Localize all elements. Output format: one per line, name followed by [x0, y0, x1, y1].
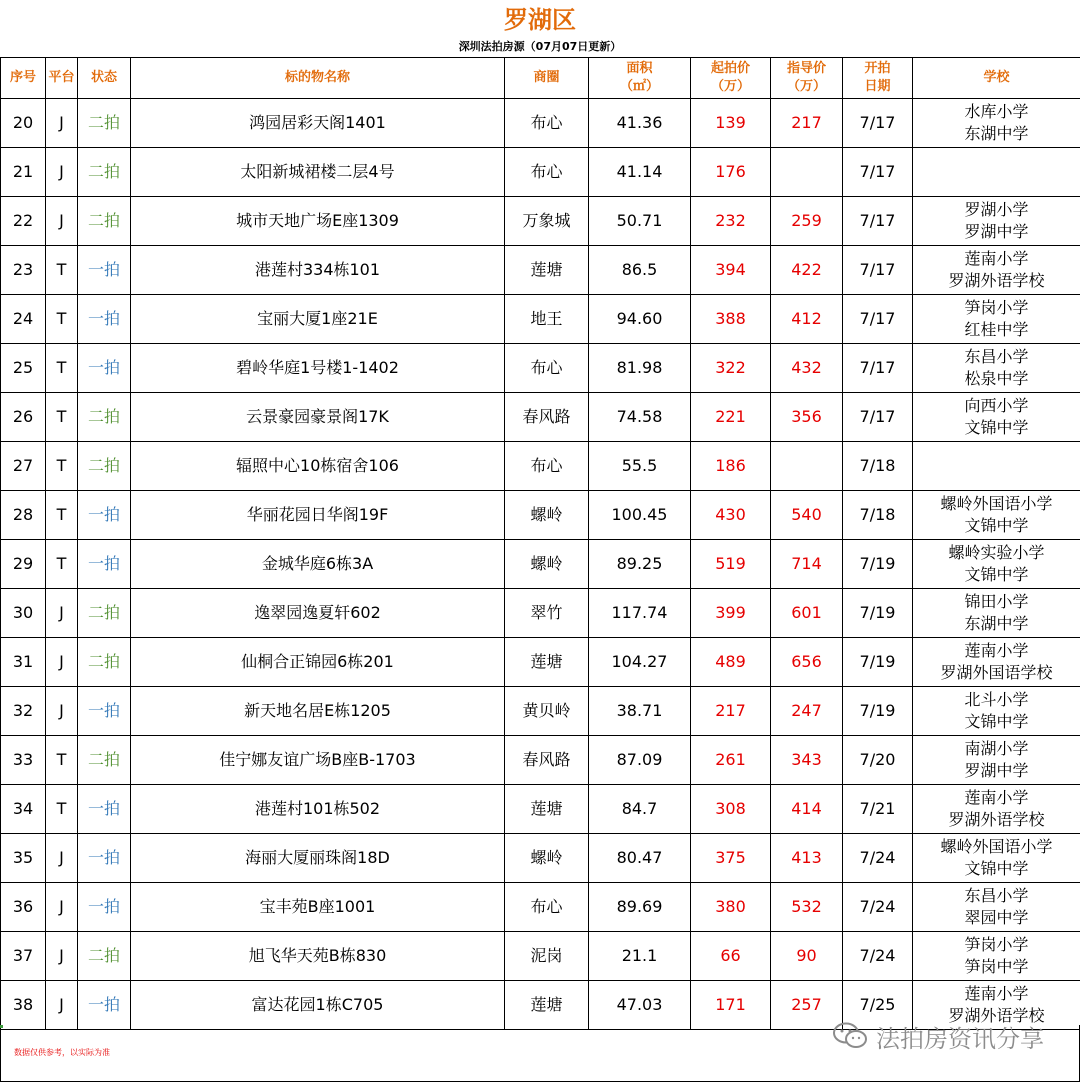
- cell-school: [913, 736, 1080, 785]
- cell-start-price: 221: [691, 393, 771, 442]
- cell-size: 86.5: [589, 246, 691, 295]
- cell-start-price: 176: [691, 148, 771, 197]
- cell-status: 二拍: [78, 393, 131, 442]
- cell-guide-price: [771, 442, 843, 491]
- cell-guide-price: 601: [771, 589, 843, 638]
- cell-guide-price: 422: [771, 246, 843, 295]
- cell-platform: J: [46, 148, 78, 197]
- cell-school: [913, 393, 1080, 442]
- cell-date: 7/17: [843, 393, 913, 442]
- cell-school: [913, 246, 1080, 295]
- secondary-school: 罗湖外语学校: [948, 810, 1045, 829]
- cell-zone: 布心: [505, 99, 589, 148]
- cell-school: [913, 785, 1080, 834]
- secondary-school: 罗湖中学: [964, 222, 1029, 241]
- cell-zone: 螺岭: [505, 540, 589, 589]
- cell-date: 7/19: [843, 687, 913, 736]
- cell-start-price: 186: [691, 442, 771, 491]
- cell-name: 鸿园居彩天阁1401: [131, 99, 505, 148]
- cell-platform: T: [46, 442, 78, 491]
- table-row: [1, 344, 1080, 393]
- cell-no: 31: [1, 638, 46, 687]
- cell-school: [913, 834, 1080, 883]
- cell-name: 辐照中心10栋宿舍106: [131, 442, 505, 491]
- cell-guide-price: 257: [771, 981, 843, 1030]
- cell-zone: 布心: [505, 883, 589, 932]
- cell-status: 一拍: [78, 981, 131, 1030]
- cell-size: 41.36: [589, 99, 691, 148]
- watermark: [832, 1016, 1044, 1056]
- col-header-size-line2: （㎡）: [619, 79, 659, 94]
- secondary-school: 文锦中学: [964, 418, 1029, 437]
- table-row: [1, 736, 1080, 785]
- cell-guide-price: 413: [771, 834, 843, 883]
- col-header-start-line2: （万）: [710, 79, 750, 94]
- cell-size: 80.47: [589, 834, 691, 883]
- cell-start-price: 308: [691, 785, 771, 834]
- cell-school: [913, 295, 1080, 344]
- cell-status: 二拍: [78, 589, 131, 638]
- cell-size: 81.98: [589, 344, 691, 393]
- cell-zone: 螺岭: [505, 491, 589, 540]
- cell-name: 逸翠园逸夏轩602: [131, 589, 505, 638]
- cell-no: 32: [1, 687, 46, 736]
- cell-start-price: 380: [691, 883, 771, 932]
- cell-status: 二拍: [78, 638, 131, 687]
- wechat-logo-icon: [832, 1022, 868, 1050]
- cell-zone: 莲塘: [505, 785, 589, 834]
- col-header-zone: 商圈: [505, 58, 589, 99]
- cell-no: 29: [1, 540, 46, 589]
- cell-platform: J: [46, 197, 78, 246]
- cell-size: 50.71: [589, 197, 691, 246]
- cell-name: 宝丽大厦1座21E: [131, 295, 505, 344]
- cell-school: [913, 491, 1080, 540]
- cell-size: 94.60: [589, 295, 691, 344]
- cell-date: 7/19: [843, 540, 913, 589]
- cell-guide-price: 414: [771, 785, 843, 834]
- primary-school: 水库小学: [964, 102, 1029, 121]
- cell-platform: T: [46, 393, 78, 442]
- cell-school: [913, 932, 1080, 981]
- primary-school: 锦田小学: [964, 592, 1029, 611]
- cell-no: 35: [1, 834, 46, 883]
- cell-platform: T: [46, 785, 78, 834]
- cell-status: 二拍: [78, 442, 131, 491]
- cell-size: 117.74: [589, 589, 691, 638]
- secondary-school: 笋岗中学: [964, 957, 1029, 976]
- primary-school: 莲南小学: [964, 984, 1029, 1003]
- page-subtitle: 深圳法拍房源（07月07日更新）: [458, 40, 622, 53]
- table-row: [1, 246, 1080, 295]
- cell-name: 城市天地广场E座1309: [131, 197, 505, 246]
- secondary-school: 文锦中学: [964, 712, 1029, 731]
- cell-date: 7/25: [843, 981, 913, 1030]
- cell-zone: 地王: [505, 295, 589, 344]
- cell-platform: T: [46, 540, 78, 589]
- secondary-school: 罗湖外国语学校: [940, 663, 1053, 682]
- cell-guide-price: 247: [771, 687, 843, 736]
- cell-school: [913, 687, 1080, 736]
- primary-school: 东昌小学: [964, 347, 1029, 366]
- page-title: 罗湖区: [504, 6, 576, 34]
- col-header-date: [843, 58, 913, 99]
- cell-guide-price: 412: [771, 295, 843, 344]
- cell-status: 一拍: [78, 785, 131, 834]
- primary-school: 莲南小学: [964, 249, 1029, 268]
- col-header-size-line1: 面积: [626, 61, 653, 76]
- col-header-no: 序号: [1, 58, 46, 99]
- cell-date: 7/24: [843, 932, 913, 981]
- primary-school: 螺岭外国语小学: [940, 494, 1053, 513]
- secondary-school: 文锦中学: [964, 516, 1029, 535]
- cell-start-price: 322: [691, 344, 771, 393]
- cell-platform: J: [46, 589, 78, 638]
- table-body: [1, 99, 1080, 1030]
- col-header-guide-price: [771, 58, 843, 99]
- primary-school: 南湖小学: [964, 739, 1029, 758]
- cell-status: 二拍: [78, 99, 131, 148]
- col-header-guide-line1: 指导价: [786, 61, 826, 76]
- cell-no: 22: [1, 197, 46, 246]
- cell-size: 55.5: [589, 442, 691, 491]
- cell-date: 7/21: [843, 785, 913, 834]
- cell-date: 7/17: [843, 246, 913, 295]
- col-header-platform: 平台: [46, 58, 78, 99]
- cell-status: 二拍: [78, 932, 131, 981]
- cell-start-price: 388: [691, 295, 771, 344]
- cell-date: 7/24: [843, 834, 913, 883]
- primary-school: 向西小学: [964, 396, 1029, 415]
- cell-zone: 翠竹: [505, 589, 589, 638]
- cell-no: 34: [1, 785, 46, 834]
- secondary-school: 罗湖外语学校: [948, 1006, 1045, 1025]
- footer-note: 数据仅供参考，以实际为准: [14, 1048, 110, 1057]
- cell-platform: J: [46, 981, 78, 1030]
- cell-size: 21.1: [589, 932, 691, 981]
- secondary-school: 松泉中学: [964, 369, 1029, 388]
- table-row: [1, 393, 1080, 442]
- cell-status: 一拍: [78, 540, 131, 589]
- cell-size: 38.71: [589, 687, 691, 736]
- cell-no: 37: [1, 932, 46, 981]
- secondary-school: 翠园中学: [964, 908, 1029, 927]
- cell-platform: T: [46, 344, 78, 393]
- cell-start-price: 399: [691, 589, 771, 638]
- cell-zone: 春风路: [505, 393, 589, 442]
- cell-guide-price: 540: [771, 491, 843, 540]
- cell-status: 一拍: [78, 246, 131, 295]
- secondary-school: 文锦中学: [964, 565, 1029, 584]
- cell-platform: J: [46, 883, 78, 932]
- cell-date: 7/18: [843, 442, 913, 491]
- secondary-school: 文锦中学: [964, 859, 1029, 878]
- listings-table: [0, 57, 1080, 1030]
- cell-start-price: 430: [691, 491, 771, 540]
- cell-name: 佳宁娜友谊广场B座B-1703: [131, 736, 505, 785]
- cell-date: 7/20: [843, 736, 913, 785]
- cell-school: [913, 148, 1080, 197]
- cell-status: 一拍: [78, 295, 131, 344]
- secondary-school: 东湖中学: [964, 614, 1029, 633]
- cell-start-price: 217: [691, 687, 771, 736]
- cell-school: [913, 197, 1080, 246]
- cell-name: 新天地名居E栋1205: [131, 687, 505, 736]
- cell-start-price: 375: [691, 834, 771, 883]
- cell-guide-price: 343: [771, 736, 843, 785]
- primary-school: 螺岭实验小学: [948, 543, 1045, 562]
- table-row: [1, 99, 1080, 148]
- cell-guide-price: 259: [771, 197, 843, 246]
- table-row: [1, 491, 1080, 540]
- cell-date: 7/18: [843, 491, 913, 540]
- cell-no: 33: [1, 736, 46, 785]
- cell-size: 87.09: [589, 736, 691, 785]
- table-row: [1, 932, 1080, 981]
- cell-guide-price: 356: [771, 393, 843, 442]
- cell-no: 30: [1, 589, 46, 638]
- cell-school: [913, 540, 1080, 589]
- cell-date: 7/19: [843, 638, 913, 687]
- cell-name: 云景豪园豪景阁17K: [131, 393, 505, 442]
- cell-platform: T: [46, 295, 78, 344]
- cell-name: 港莲村101栋502: [131, 785, 505, 834]
- cell-zone: 黄贝岭: [505, 687, 589, 736]
- cell-zone: 螺岭: [505, 834, 589, 883]
- cell-status: 一拍: [78, 491, 131, 540]
- secondary-school: 罗湖中学: [964, 761, 1029, 780]
- cell-size: 89.69: [589, 883, 691, 932]
- col-header-name: 标的物名称: [131, 58, 505, 99]
- primary-school: 东昌小学: [964, 886, 1029, 905]
- table-row: [1, 442, 1080, 491]
- table-row: [1, 638, 1080, 687]
- table-row: [1, 148, 1080, 197]
- cell-zone: 布心: [505, 344, 589, 393]
- primary-school: 笋岗小学: [964, 935, 1029, 954]
- cell-platform: T: [46, 736, 78, 785]
- col-header-date-line2: 日期: [864, 79, 891, 94]
- primary-school: 莲南小学: [964, 788, 1029, 807]
- cell-name: 宝丰苑B座1001: [131, 883, 505, 932]
- table-row: [1, 834, 1080, 883]
- table-row: [1, 295, 1080, 344]
- cell-platform: T: [46, 246, 78, 295]
- cell-school: [913, 638, 1080, 687]
- cell-status: 一拍: [78, 687, 131, 736]
- cell-no: 38: [1, 981, 46, 1030]
- cell-size: 41.14: [589, 148, 691, 197]
- cell-start-price: 232: [691, 197, 771, 246]
- cell-name: 海丽大厦丽珠阁18D: [131, 834, 505, 883]
- cell-zone: 莲塘: [505, 638, 589, 687]
- cell-date: 7/17: [843, 295, 913, 344]
- cell-name: 华丽花园日华阁19F: [131, 491, 505, 540]
- primary-school: 螺岭外国语小学: [940, 837, 1053, 856]
- col-header-school: 学校: [913, 58, 1080, 99]
- primary-school: 罗湖小学: [964, 200, 1029, 219]
- cell-start-price: 394: [691, 246, 771, 295]
- cell-status: 二拍: [78, 197, 131, 246]
- col-header-start-line1: 起拍价: [710, 61, 750, 76]
- cell-start-price: 66: [691, 932, 771, 981]
- cell-date: 7/19: [843, 589, 913, 638]
- cell-zone: 布心: [505, 148, 589, 197]
- cell-size: 74.58: [589, 393, 691, 442]
- secondary-school: 红桂中学: [964, 320, 1029, 339]
- cell-name: 旭飞华天苑B栋830: [131, 932, 505, 981]
- cell-name: 金城华庭6栋3A: [131, 540, 505, 589]
- cell-start-price: 489: [691, 638, 771, 687]
- cell-school: [913, 442, 1080, 491]
- cell-guide-price: 217: [771, 99, 843, 148]
- cell-start-price: 519: [691, 540, 771, 589]
- cell-size: 100.45: [589, 491, 691, 540]
- table-row: [1, 589, 1080, 638]
- table-row: [1, 785, 1080, 834]
- cell-no: 21: [1, 148, 46, 197]
- cell-zone: 莲塘: [505, 981, 589, 1030]
- cell-date: 7/17: [843, 148, 913, 197]
- corner-mark: [0, 1025, 3, 1028]
- secondary-school: 罗湖外语学校: [948, 271, 1045, 290]
- cell-no: 27: [1, 442, 46, 491]
- cell-school: [913, 344, 1080, 393]
- cell-status: 一拍: [78, 883, 131, 932]
- cell-platform: J: [46, 687, 78, 736]
- table-row: [1, 687, 1080, 736]
- cell-guide-price: 532: [771, 883, 843, 932]
- cell-school: [913, 99, 1080, 148]
- cell-guide-price: 656: [771, 638, 843, 687]
- cell-date: 7/24: [843, 883, 913, 932]
- primary-school: 笋岗小学: [964, 298, 1029, 317]
- cell-platform: T: [46, 491, 78, 540]
- cell-platform: J: [46, 834, 78, 883]
- table-row: [1, 883, 1080, 932]
- col-header-date-line1: 开拍: [864, 61, 891, 76]
- cell-name: 港莲村334栋101: [131, 246, 505, 295]
- cell-size: 84.7: [589, 785, 691, 834]
- cell-name: 碧岭华庭1号楼1-1402: [131, 344, 505, 393]
- primary-school: 北斗小学: [964, 690, 1029, 709]
- cell-guide-price: 714: [771, 540, 843, 589]
- cell-date: 7/17: [843, 344, 913, 393]
- cell-status: 一拍: [78, 344, 131, 393]
- cell-size: 104.27: [589, 638, 691, 687]
- cell-size: 89.25: [589, 540, 691, 589]
- cell-start-price: 261: [691, 736, 771, 785]
- cell-no: 36: [1, 883, 46, 932]
- cell-no: 23: [1, 246, 46, 295]
- cell-guide-price: 90: [771, 932, 843, 981]
- watermark-text: 法拍房资讯分享: [876, 1024, 1044, 1053]
- cell-no: 28: [1, 491, 46, 540]
- table-row: [1, 540, 1080, 589]
- cell-platform: J: [46, 638, 78, 687]
- col-header-guide-line2: （万）: [786, 79, 826, 94]
- col-header-size: [589, 58, 691, 99]
- cell-name: 太阳新城裙楼二层4号: [131, 148, 505, 197]
- cell-school: [913, 883, 1080, 932]
- primary-school: 莲南小学: [964, 641, 1029, 660]
- cell-zone: 万象城: [505, 197, 589, 246]
- cell-zone: 莲塘: [505, 246, 589, 295]
- cell-no: 26: [1, 393, 46, 442]
- cell-no: 25: [1, 344, 46, 393]
- cell-start-price: 171: [691, 981, 771, 1030]
- cell-no: 24: [1, 295, 46, 344]
- cell-zone: 泥岗: [505, 932, 589, 981]
- cell-date: 7/17: [843, 99, 913, 148]
- cell-status: 一拍: [78, 834, 131, 883]
- table-header: [1, 58, 1080, 99]
- cell-name: 仙桐合正锦园6栋201: [131, 638, 505, 687]
- col-header-start-price: [691, 58, 771, 99]
- cell-start-price: 139: [691, 99, 771, 148]
- cell-platform: J: [46, 932, 78, 981]
- cell-size: 47.03: [589, 981, 691, 1030]
- cell-school: [913, 589, 1080, 638]
- cell-status: 二拍: [78, 148, 131, 197]
- secondary-school: 东湖中学: [964, 124, 1029, 143]
- cell-zone: 布心: [505, 442, 589, 491]
- table-row: [1, 197, 1080, 246]
- cell-date: 7/17: [843, 197, 913, 246]
- cell-name: 富达花园1栋C705: [131, 981, 505, 1030]
- cell-guide-price: [771, 148, 843, 197]
- cell-platform: J: [46, 99, 78, 148]
- cell-zone: 春风路: [505, 736, 589, 785]
- col-header-status: 状态: [78, 58, 131, 99]
- cell-guide-price: 432: [771, 344, 843, 393]
- cell-no: 20: [1, 99, 46, 148]
- cell-status: 二拍: [78, 736, 131, 785]
